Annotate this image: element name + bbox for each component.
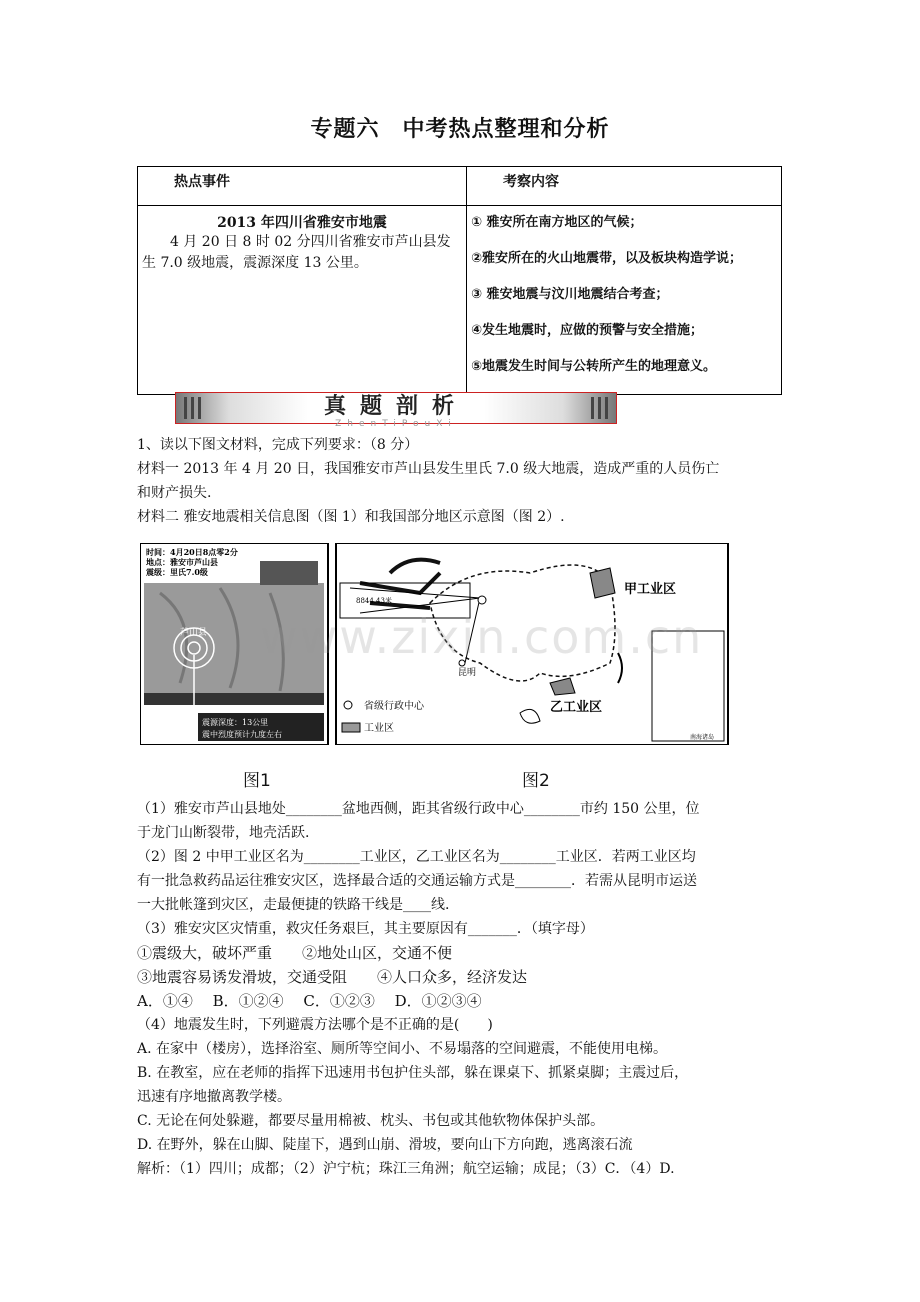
fig2-industrial-b: 乙工业区 — [550, 700, 603, 715]
event-body: 4 月 20 日 8 时 02 分四川省雅安市芦山县发生 7.0 级地震，震源深度 13 公里。 — [142, 234, 451, 271]
header-content: 考察内容 — [467, 167, 782, 206]
fig2-peak: 8844.43米 — [356, 597, 392, 605]
fig2-kunming: 昆明 — [458, 668, 477, 678]
section-banner — [175, 392, 617, 429]
q2-line3: 一大批帐篷到灾区，走最便捷的铁路干线是____线. — [137, 897, 450, 913]
q4: （4）地震发生时，下列避震方法哪个是不正确的是( ) — [137, 1017, 493, 1033]
header-event: 热点事件 — [138, 167, 467, 206]
page-title: 专题六 中考热点整理和分析 — [310, 117, 610, 142]
q4-option-b: B. 在教室，应在老师的指挥下迅速用书包护住头部，躲在课桌下、抓紧桌脚；主震过后， — [137, 1065, 689, 1081]
q1-line2: 于龙门山断裂带，地壳活跃. — [137, 825, 310, 841]
hotspot-table — [137, 166, 782, 395]
q4-option-d: D. 在野外，躲在山脚、陡崖下，遇到山崩、滑坡，要向山下方向跑，逃离滚石流 — [137, 1137, 633, 1153]
fig1-time: 时间：4月20日8点零2分 — [146, 547, 238, 557]
q4-option-c: C. 无论在何处躲避，都要尽量用棉被、枕头、书包或其他软物体保护头部。 — [137, 1113, 605, 1129]
fig1-place: 地点：雅安市芦山县 — [146, 557, 218, 567]
legend-industrial: 工业区 — [364, 723, 394, 734]
fig1-depth: 震源深度：13公里 — [202, 718, 269, 727]
material-one-cont: 和财产损失. — [137, 485, 212, 501]
fig2-industrial-a: 甲工业区 — [624, 582, 677, 597]
fig2-islands: 南海诸岛 — [690, 734, 715, 741]
q3-options-1: ①震级大，破坏严重 ②地处山区，交通不便 — [137, 944, 453, 962]
fig1-intensity: 震中烈度预计九度左右 — [202, 730, 282, 739]
q3-choices: A．①④ B．①②④ C．①②③ D．①②③④ — [137, 992, 482, 1010]
exam-point: ②雅安所在的火山地震带，以及板块构造学说； — [471, 251, 743, 266]
exam-points — [467, 206, 782, 395]
event-title: 2013 年四川省雅安市地震 — [217, 215, 387, 231]
q4-option-a: A. 在家中（楼房），选择浴室、厕所等空间小、不易塌落的空间避震，不能使用电梯。 — [137, 1041, 668, 1057]
exam-point: ③ 雅安地震与汶川地震结合考查； — [471, 287, 669, 302]
exam-point: ⑤地震发生时间与公转所产生的地理意义。 — [471, 359, 717, 374]
q3-options-2: ③地震容易诱发滑坡，交通受阻 ④人口众多，经济发达 — [137, 968, 528, 986]
exam-point: ④发生地震时，应做的预警与安全措施； — [471, 323, 704, 338]
exam-point: ① 雅安所在南方地区的气候； — [471, 215, 643, 230]
fig1-city: 芦山县 — [180, 628, 208, 638]
watermark: www.zixin.com.cn — [260, 610, 704, 664]
banner-subtitle: ZhenTiPouXi — [335, 419, 457, 429]
answer-analysis: 解析：（1）四川；成都；（2）沪宁杭；珠江三角洲；航空运输；成昆；（3）C．（4）D. — [137, 1161, 675, 1177]
q3: （3）雅安灾区灾情重，救灾任务艰巨，其主要原因有_______．（填字母） — [137, 921, 594, 937]
q2-line1: （2）图 2 中甲工业区名为________工业区，乙工业区名为________工业区．若两工业区均 — [137, 849, 696, 865]
caption-fig2: 图2 — [522, 771, 550, 791]
q1-line1: （1）雅安市芦山县地处________盆地西侧，距其省级行政中心________市约 150 公里，位 — [137, 801, 700, 817]
q2-line2: 有一批急救药品运往雅安灾区，选择最合适的交通运输方式是________．若需从昆明市运送 — [137, 873, 697, 889]
question-intro: 1、读以下图文材料，完成下列要求：（8 分） — [137, 437, 419, 453]
banner-title: 真题剖析 — [323, 393, 468, 419]
material-two: 材料二 雅安地震相关信息图（图 1）和我国部分地区示意图（图 2）. — [137, 509, 565, 525]
legend-capital: 省级行政中心 — [364, 701, 424, 712]
q4-option-b-cont: 迅速有序地撤离教学楼。 — [137, 1089, 291, 1105]
fig1-magnitude: 震级：里氏7.0级 — [146, 567, 208, 577]
caption-fig1: 图1 — [243, 771, 271, 791]
material-one: 材料一 2013 年 4 月 20 日，我国雅安市芦山县发生里氏 7.0 级大地震，造成严重的人员伤亡 — [137, 461, 720, 477]
